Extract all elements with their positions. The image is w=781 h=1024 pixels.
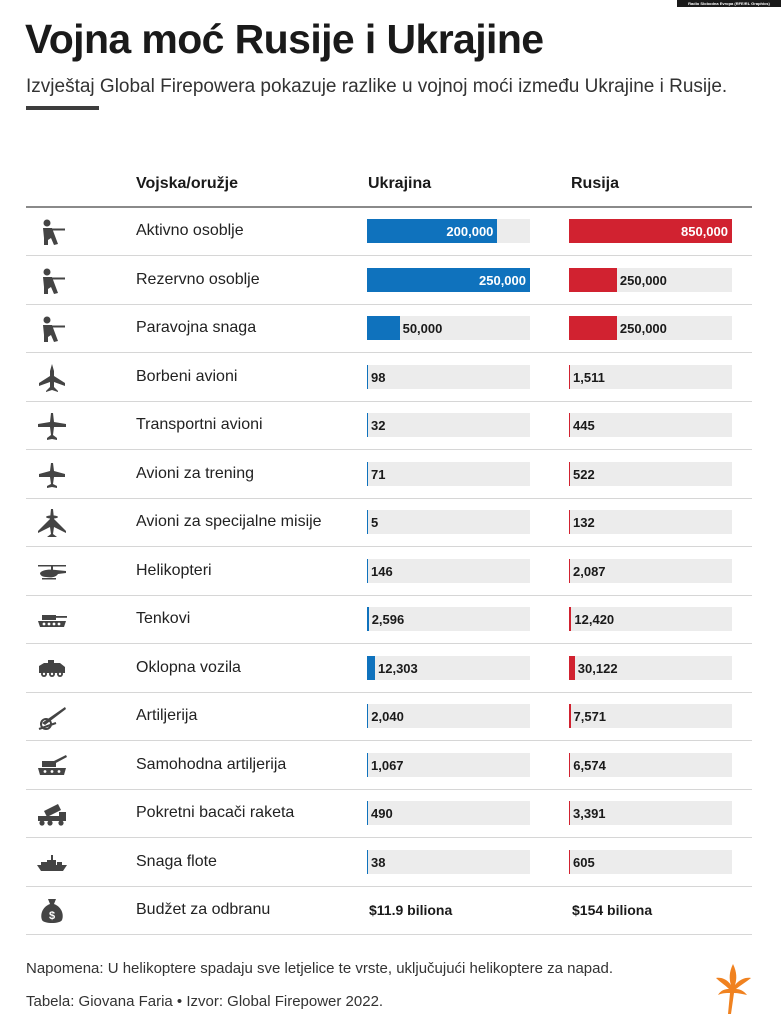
ukraine-bar-track [367,656,530,680]
ukraine-bar-track [367,559,530,583]
armored-vehicle-icon [36,653,68,685]
ukraine-bar [367,510,368,534]
russia-bar [569,559,570,583]
table-row [26,645,752,693]
ukraine-bar-track [367,850,530,874]
rocket-launcher-icon [36,798,68,830]
ukraine-bar-track [367,219,530,243]
ukraine-bar-track [367,753,530,777]
title-underline [26,106,99,110]
row-label-samohodna-artiljerija: Samohodna artiljerija [136,755,287,773]
ukraine-value-label: 98 [371,369,386,385]
rferl-logo-icon [714,962,754,1016]
row-label-paravojna-snaga: Paravojna snaga [136,319,257,336]
table-row [26,208,752,256]
ukraine-bar [367,316,400,340]
ukraine-value-label: 5 [371,515,379,530]
ukraine-bar [367,704,368,728]
ukraine-value-label: 71 [371,466,386,482]
russia-value-label: 7,571 [573,709,607,724]
ukraine-bar-track [367,268,530,292]
ukraine-value-label: 200,000 [446,224,494,239]
russia-value-label: 3,391 [573,806,606,821]
ukraine-bar-track [367,462,530,486]
table-row [26,305,752,353]
russia-bar-track [569,607,732,631]
russia-value-label: 12,420 [574,612,615,627]
fighter-jet-icon [36,362,68,394]
artillery-icon [36,701,68,733]
table-row [26,790,752,838]
russia-value-label: 605 [573,854,595,870]
ukraine-value-label: 12,303 [378,660,418,676]
russia-value-label: 2,087 [573,563,606,579]
russia-bar-track [569,656,732,680]
ukraine-bar [367,850,368,874]
table-row [26,451,752,499]
russia-bar-track [569,559,732,583]
credit-label: Radio Slobodna Evropa (RFE/RL Graphics) [677,0,781,7]
ukraine-value-label: 490 [371,806,393,821]
table-row [26,693,752,741]
row-label-tenkovi: Tenkovi [136,610,191,627]
table-row [26,596,752,644]
russia-value-label: 445 [573,418,595,433]
self-propelled-artillery-icon [36,750,68,782]
row-label-oklopna-vozila: Oklopna vozila [136,658,241,676]
column-header-ukraine: Ukrajina [368,175,432,192]
russia-bar-track [569,462,732,486]
russia-bar-track [569,365,732,389]
ukraine-bar [367,462,368,486]
row-label-snaga-flote: Snaga flote [136,852,217,870]
russia-value-label: 1,511 [573,369,605,385]
russia-value-label: 250,000 [619,321,667,336]
trainer-plane-icon [36,459,68,491]
row-label-borbeni-avioni: Borbeni avioni [136,367,238,385]
column-header-russia: Rusija [571,175,620,192]
table-row [26,257,752,305]
ukraine-value-label: 50,000 [402,321,443,336]
row-label-transportni-avioni: Transportni avioni [136,416,263,433]
russia-value-label: 30,122 [577,660,618,676]
russia-bar [569,607,571,631]
table-row [26,839,752,887]
row-label-budzet-za-odbranu: Budžet za odbranu [136,901,271,918]
ukraine-value-label: 1,067 [371,757,404,773]
row-label-helikopteri: Helikopteri [136,561,212,579]
warship-icon [36,847,68,879]
russia-bar-track [569,316,732,340]
russia-bar-track [569,801,732,825]
ukraine-bar [367,413,368,437]
russia-bar [569,753,570,777]
row-label-pokretni-bacaci-raketa: Pokretni bacači raketa [136,804,295,821]
table-row [26,887,752,935]
transport-plane-icon [36,410,68,442]
russia-bar-track [569,219,732,243]
russia-value-label: 850,000 [681,224,728,239]
russia-value-label: 250,000 [619,272,667,288]
russia-bar [569,704,571,728]
russia-bar [569,268,617,292]
russia-bar [569,656,575,680]
footnote: Napomena: U helikoptere spadaju sve letjelice te vrste, uključujući helikoptere za napad. [26,960,613,977]
russia-bar-track [569,704,732,728]
ukraine-bar-track [367,365,530,389]
ukraine-value-label: 2,596 [371,612,405,627]
russia-budget-value: $154 biliona [572,902,653,918]
table-row [26,548,752,596]
ukraine-budget-value: $11.9 biliona [369,902,453,918]
ukraine-bar [367,753,368,777]
russia-bar-track [569,510,732,534]
russia-bar-track [569,268,732,292]
ukraine-bar [367,559,368,583]
ukraine-bar-track [367,413,530,437]
row-label-avioni-za-specijalne-misije: Avioni za specijalne misije [136,513,322,530]
column-header-category: Vojska/oružje [136,175,238,192]
money-bag-icon [36,895,68,927]
russia-bar-track [569,850,732,874]
russia-value-label: 132 [573,515,595,530]
ukraine-bar-track [367,704,530,728]
ukraine-bar-track [367,510,530,534]
source-line: Tabela: Giovana Faria • Izvor: Global Firepower 2022. [26,993,384,1010]
ukraine-bar-track [367,316,530,340]
soldier-icon [36,313,68,345]
ukraine-value-label: 250,000 [479,272,526,288]
russia-bar [569,850,570,874]
ukraine-value-label: 2,040 [371,709,404,724]
ukraine-value-label: 32 [371,418,386,433]
soldier-icon [36,216,68,248]
russia-bar-track [569,753,732,777]
table-row [26,499,752,547]
russia-bar [569,801,570,825]
table-row [26,742,752,790]
table-row [26,402,752,450]
tank-icon [36,604,68,636]
russia-bar [569,462,570,486]
russia-value-label: 522 [573,466,595,482]
ukraine-value-label: 38 [371,854,386,870]
russia-bar-track [569,413,732,437]
row-label-artiljerija: Artiljerija [136,707,198,724]
svg-text:$: $ [48,910,56,922]
special-mission-plane-icon [36,507,68,539]
russia-bar [569,413,570,437]
ukraine-value-label: 146 [371,563,393,579]
ukraine-bar [367,365,368,389]
russia-bar [569,316,617,340]
table-row [26,354,752,402]
russia-bar [569,510,570,534]
soldier-icon [36,265,68,297]
row-label-aktivno-osoblje: Aktivno osoblje [136,222,244,239]
ukraine-bar [367,607,369,631]
row-label-avioni-za-trening: Avioni za trening [136,464,254,482]
row-label-rezervno-osoblje: Rezervno osoblje [136,270,260,288]
russia-bar [569,365,570,389]
ukraine-bar [367,801,368,825]
russia-value-label: 6,574 [573,757,606,773]
helicopter-icon [36,556,68,588]
ukraine-bar-track [367,801,530,825]
page-title: Vojna moć Rusije i Ukrajine [25,16,544,62]
ukraine-bar [367,656,375,680]
page-subtitle: Izvještaj Global Firepowera pokazuje razlike u vojnoj moći između Ukrajine i Rusije. [26,76,728,97]
ukraine-bar-track [367,607,530,631]
